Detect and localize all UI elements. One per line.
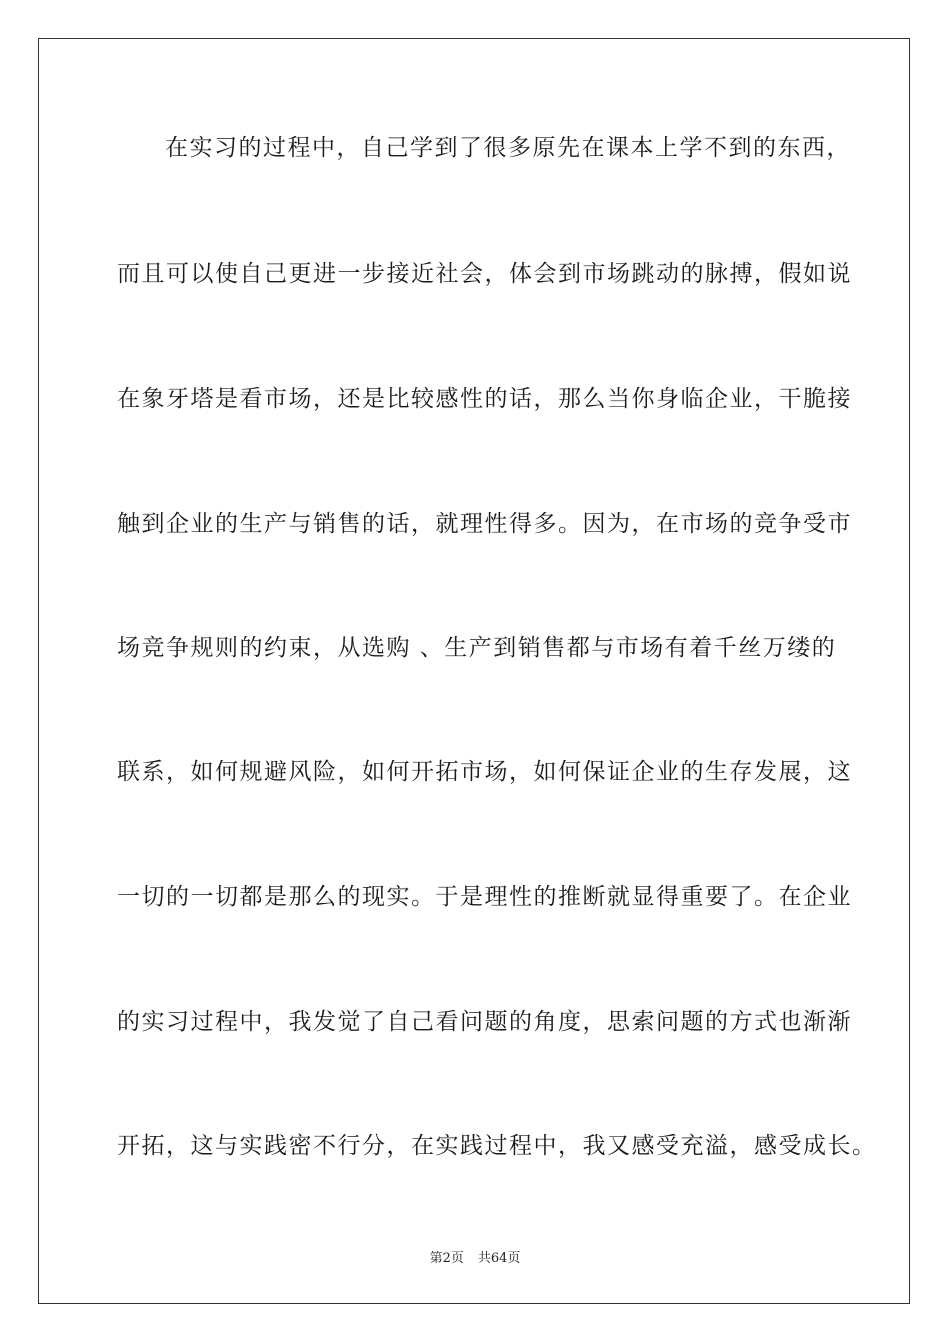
paragraph-line-9: 开拓，这与实践密不行分，在实践过程中，我又感受充溢，感受成长。: [117, 1133, 877, 1159]
page-border: [38, 38, 910, 1304]
page-footer: [0, 1247, 950, 1266]
page-number: 第2页: [429, 1251, 464, 1266]
paragraph-line-5: 场竞争规则的约束，从选购 、生产到销售都与市场有着千丝万缕的: [117, 635, 837, 661]
paragraph-line-3: 在象牙塔是看市场，还是比较感性的话，那么当你身临企业，干脆接: [117, 386, 852, 412]
paragraph-line-4: 触到企业的生产与销售的话，就理性得多。因为，在市场的竞争受市: [117, 511, 852, 537]
paragraph-line-7: 一切的一切都是那么的现实。于是理性的推断就显得重要了。在企业: [117, 884, 852, 910]
paragraph-line-2: 而且可以使自己更进一步接近社会，体会到市场跳动的脉搏，假如说: [117, 261, 852, 287]
paragraph-line-8: 的实习过程中，我发觉了自己看问题的角度，思索问题的方式也渐渐: [117, 1009, 852, 1035]
paragraph-line-6: 联系，如何规避风险，如何开拓市场，如何保证企业的生存发展，这: [117, 759, 852, 785]
page-total: 共64页: [477, 1251, 521, 1266]
paragraph-line-1: 在实习的过程中，自己学到了很多原先在课本上学不到的东西，: [165, 135, 851, 161]
